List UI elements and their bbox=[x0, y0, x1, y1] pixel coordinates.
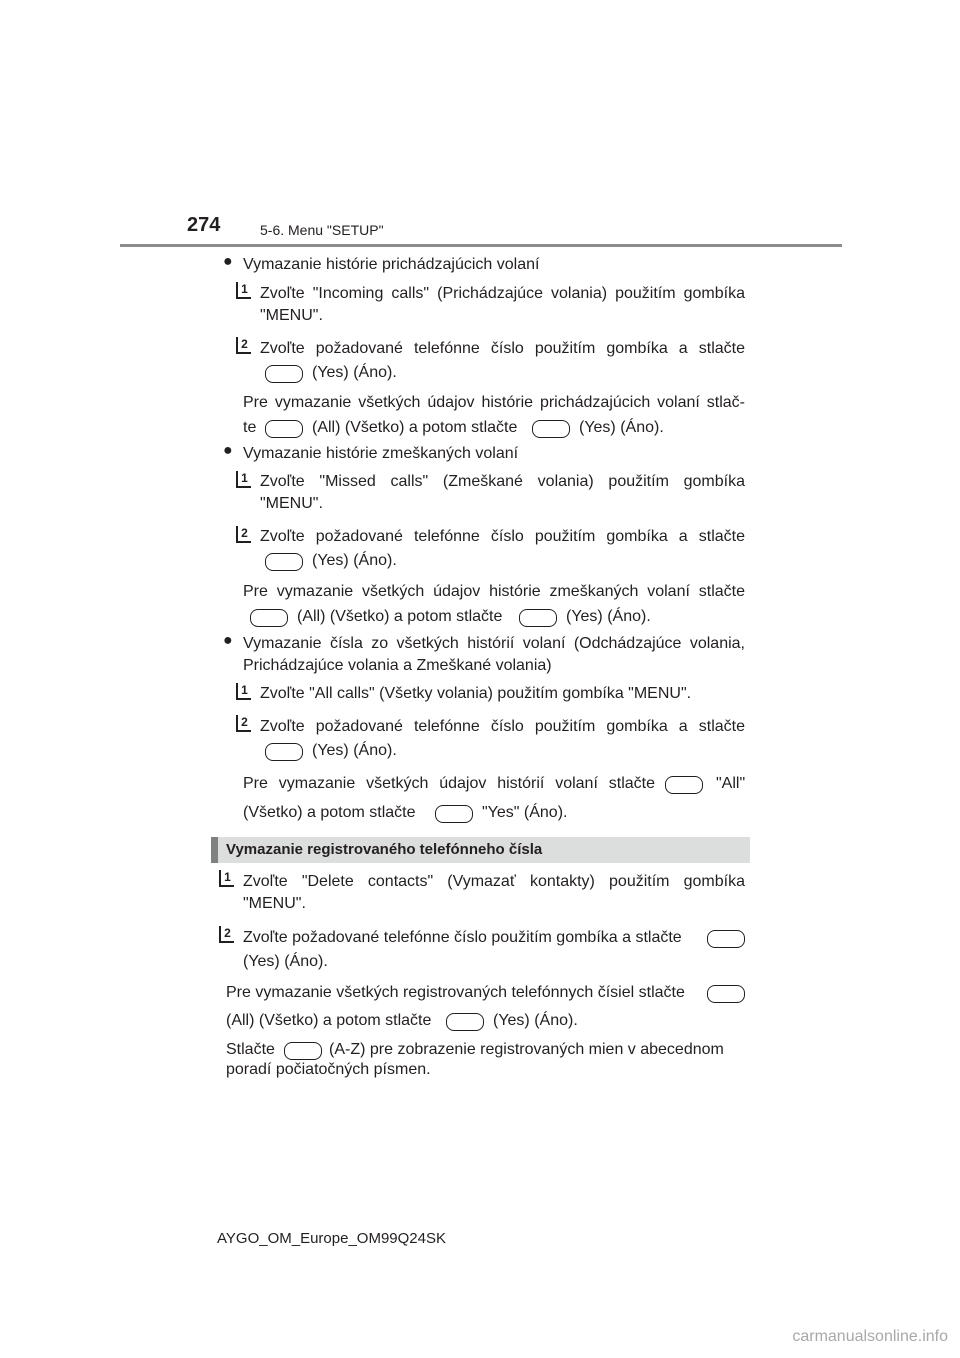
bullet-heading: Vymazanie čísla zo všetkých histórií volaní (Odchádzajúce volania, bbox=[243, 635, 745, 652]
step-text: Zvoľte požadované telefónne číslo použitím gombíka a stlačte bbox=[243, 929, 682, 946]
step-number: 2 bbox=[236, 526, 251, 543]
note-text: "All" bbox=[716, 775, 746, 792]
subsection-heading bbox=[211, 837, 750, 863]
all-button-icon bbox=[250, 609, 288, 627]
all-button-icon bbox=[265, 420, 303, 438]
note-text: Stlačte bbox=[226, 1041, 275, 1058]
yes-button-icon bbox=[265, 743, 303, 761]
step-text: (Yes) (Áno). bbox=[312, 552, 397, 569]
step-text: Zvoľte "Delete contacts" (Vymazať kontakty) použitím gombíka bbox=[243, 873, 745, 890]
note-text: poradí počiatočných písmen. bbox=[226, 1061, 431, 1078]
step-text: "MENU". bbox=[243, 895, 306, 912]
yes-button-icon bbox=[707, 930, 745, 948]
step-text: Zvoľte "Incoming calls" (Prichádzajúce volania) použitím gombíka bbox=[260, 285, 745, 302]
step-text: Zvoľte požadované telefónne číslo použitím gombíka a stlačte bbox=[260, 340, 745, 357]
watermark: carmanualsonline.info bbox=[792, 1328, 948, 1345]
step-text: Zvoľte požadované telefónne číslo použitím gombíka a stlačte bbox=[260, 718, 745, 735]
all-button-icon bbox=[707, 985, 745, 1003]
step-text: (Yes) (Áno). bbox=[312, 742, 397, 759]
bullet-heading: Vymazanie histórie prichádzajúcich volaní bbox=[243, 256, 540, 273]
all-button-icon bbox=[665, 776, 703, 794]
note-text: (All) (Všetko) a potom stlačte bbox=[297, 608, 503, 625]
step-number: 1 bbox=[236, 282, 251, 299]
note-text: (All) (Všetko) a potom stlačte bbox=[226, 1012, 432, 1029]
note-text: (Yes) (Áno). bbox=[579, 419, 664, 436]
note-text: Pre vymazanie všetkých údajov histórie zmeškaných volaní stlačte bbox=[243, 583, 745, 600]
step-text: Zvoľte "All calls" (Všetky volania) použitím gombíka "MENU". bbox=[260, 685, 692, 702]
subsection-heading-bar bbox=[211, 837, 218, 863]
step-text: (Yes) (Áno). bbox=[243, 953, 328, 970]
yes-button-icon bbox=[532, 420, 570, 438]
page-header bbox=[0, 0, 960, 250]
yes-button-icon bbox=[435, 805, 473, 823]
note-text: (Yes) (Áno). bbox=[493, 1012, 578, 1029]
note-text: "Yes" (Áno). bbox=[482, 804, 568, 821]
bullet-icon: ● bbox=[223, 632, 233, 649]
step-number: 1 bbox=[236, 683, 251, 700]
page-number: 274 bbox=[187, 214, 221, 236]
note-text: Pre vymazanie všetkých údajov histórie prichádzajúcich volaní stlač- bbox=[243, 394, 745, 411]
header-divider bbox=[120, 244, 842, 247]
bullet-icon: ● bbox=[223, 253, 233, 270]
step-number: 2 bbox=[219, 926, 234, 943]
step-text: "MENU". bbox=[260, 307, 323, 324]
yes-button-icon bbox=[265, 365, 303, 383]
section-title: 5-6. Menu "SETUP" bbox=[260, 222, 384, 238]
step-number: 2 bbox=[236, 337, 251, 354]
note-text: Pre vymazanie všetkých registrovaných telefónnych čísiel stlačte bbox=[226, 984, 685, 1001]
yes-button-icon bbox=[446, 1013, 484, 1031]
step-text: (Yes) (Áno). bbox=[312, 364, 397, 381]
note-text: te bbox=[243, 419, 257, 436]
note-text: (A-Z) pre zobrazenie registrovaných mien v abecednom bbox=[329, 1041, 724, 1058]
bullet-heading: Vymazanie histórie zmeškaných volaní bbox=[243, 445, 519, 462]
note-text: (Všetko) a potom stlačte bbox=[243, 804, 416, 821]
step-number: 2 bbox=[236, 715, 251, 732]
yes-button-icon bbox=[265, 553, 303, 571]
bullet-icon: ● bbox=[223, 442, 233, 459]
subsection-heading-text: Vymazanie registrovaného telefónneho čísla bbox=[226, 841, 543, 858]
step-text: "MENU". bbox=[260, 495, 323, 512]
yes-button-icon bbox=[519, 609, 557, 627]
bullet-heading: Prichádzajúce volania a Zmeškané volania) bbox=[243, 657, 552, 674]
document-id: AYGO_OM_Europe_OM99Q24SK bbox=[217, 1230, 446, 1247]
note-text: (All) (Všetko) a potom stlačte bbox=[312, 419, 518, 436]
note-text: (Yes) (Áno). bbox=[566, 608, 651, 625]
step-number: 1 bbox=[236, 471, 251, 488]
step-text: Zvoľte "Missed calls" (Zmeškané volania) použitím gombíka bbox=[260, 473, 745, 490]
step-number: 1 bbox=[219, 870, 234, 887]
az-button-icon bbox=[284, 1042, 322, 1060]
note-text: Pre vymazanie všetkých údajov histórií volaní stlačte bbox=[243, 775, 655, 792]
step-text: Zvoľte požadované telefónne číslo použitím gombíka a stlačte bbox=[260, 528, 745, 545]
